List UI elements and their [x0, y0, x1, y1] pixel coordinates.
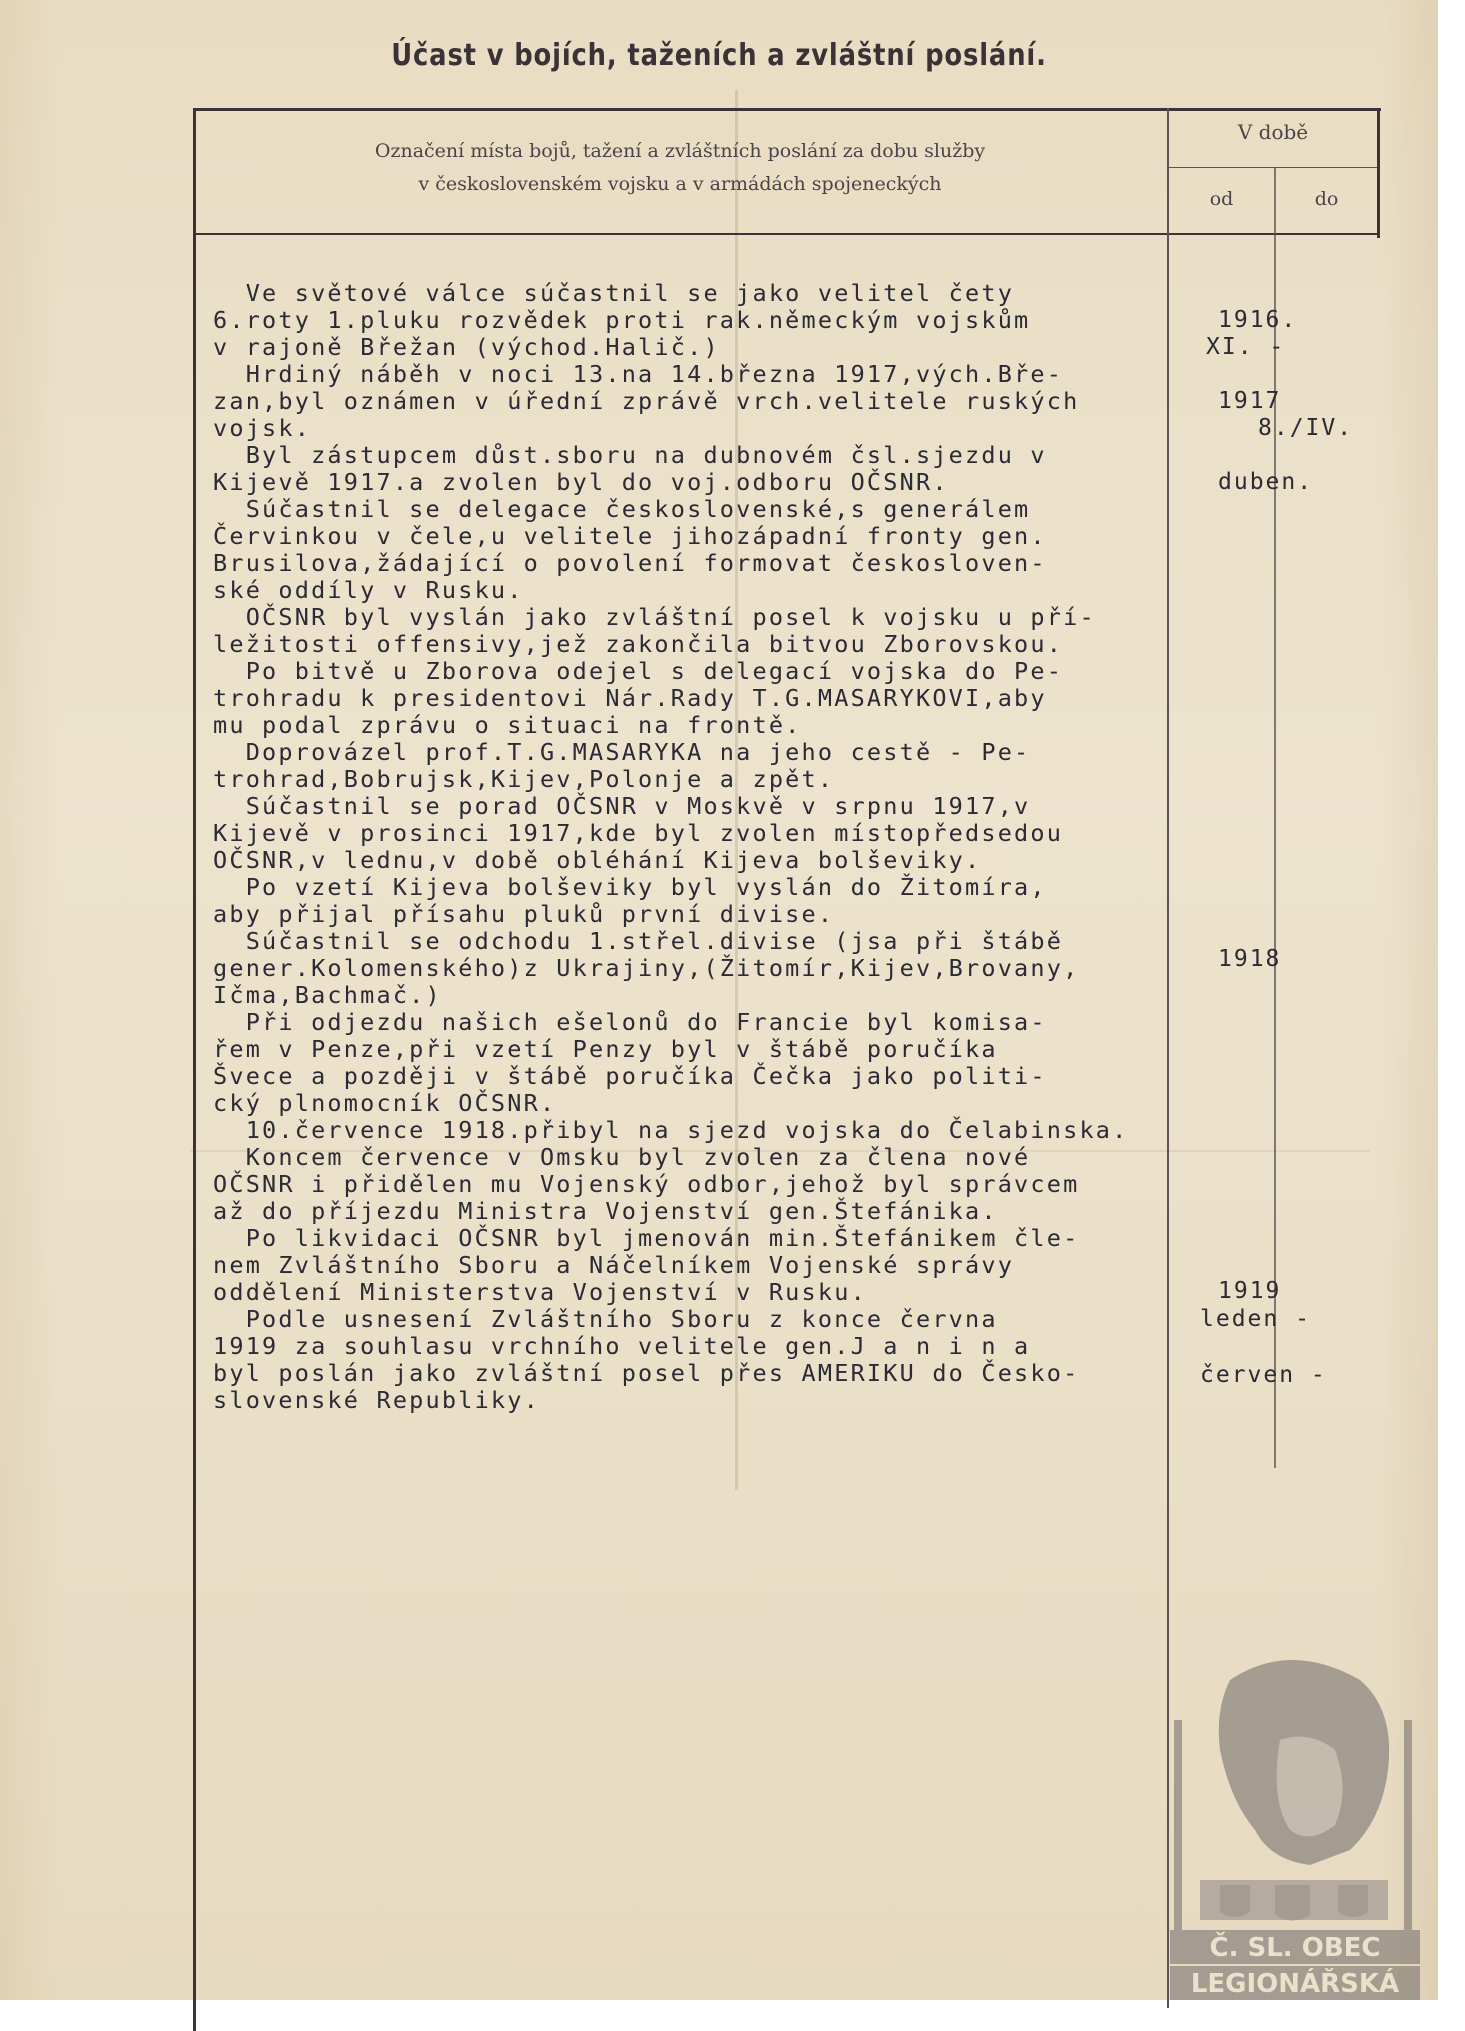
- entry-line: Súčastnil se porad OČSNR v Moskvě v srpnu 1917,v: [213, 792, 1031, 820]
- entry-line: Kijevě v prosinci 1917,kde byl zvolen místopředsedou: [213, 819, 1064, 847]
- date-leden: leden -: [1200, 1306, 1311, 1332]
- banner-pole-right: [1404, 1720, 1412, 1940]
- entry-line: ležitosti offensivy,jež zakončila bitvou Zborovskou.: [213, 630, 1064, 658]
- entry-line: OČSNR i přidělen mu Vojenský odbor,jehož byl správcem: [213, 1170, 1080, 1198]
- entry-line: Po vzetí Kijeva bolševiky byl vyslán do Žitomíra,: [213, 873, 1047, 901]
- entry-line: Kijevě 1917.a zvolen byl do voj.odboru OČSNR.: [213, 468, 949, 496]
- entry-line: OČSNR,v lednu,v době obléhání Kijeva bolševiky.: [213, 846, 982, 874]
- column-header-description-line1: Označení místa bojů, tažení a zvláštních poslání za dobu služby: [374, 140, 986, 162]
- banner-pole-left: [1174, 1720, 1182, 1940]
- period-header-rule: [1169, 167, 1377, 168]
- entry-line: byl poslán jako zvláštní posel přes AMERIKU do Česko-: [213, 1359, 1080, 1387]
- entry-line: Súčastnil se odchodu 1.střel.divise (jsa při štábě: [213, 927, 1064, 955]
- logo-text-bottom: LEGIONÁŘSKÁ: [1190, 1969, 1400, 1999]
- entry-line: gener.Kolomenského)z Ukrajiny,(Žitomír,Kijev,Brovany,: [213, 954, 1080, 982]
- table-right-border: [1377, 108, 1380, 238]
- entry-line: Při odjezdu našich ešelonů do Francie byl komisa-: [213, 1008, 1047, 1036]
- entry-line: Koncem července v Omsku byl zvolen za člena nové: [213, 1143, 1031, 1171]
- entry-line: 10.července 1918.přibyl na sjezd vojska do Čelabinska.: [213, 1116, 1129, 1144]
- typewritten-entries: [213, 280, 1129, 1414]
- entry-line: řem v Penze,při vzetí Penzy byl v štábě poručíka: [213, 1035, 998, 1063]
- column-header-from: od: [1209, 188, 1234, 210]
- date-1916: 1916.: [1218, 307, 1298, 333]
- entry-line: v rajoně Břežan (východ.Halič.): [213, 333, 720, 361]
- face-shape: [1277, 1737, 1343, 1837]
- entry-line: slovenské Republiky.: [213, 1386, 540, 1414]
- entry-line: zan,byl oznámen v úřední zprávě vrch.velitele ruských: [213, 387, 1080, 415]
- logo-text-top: Č. SL. OBEC: [1209, 1933, 1381, 1963]
- column-header-description-line2: v československém vojsku a v armádách spojeneckých: [418, 173, 942, 195]
- entry-line: mu podal zprávu o situaci na frontě.: [213, 711, 802, 739]
- entry-line: Súčastnil se delegace československé,s generálem: [213, 495, 1031, 523]
- entry-line: OČSNR byl vyslán jako zvláštní posel k vojsku u pří-: [213, 603, 1096, 631]
- entry-line: Podle usnesení Zvláštního Sboru z konce června: [213, 1305, 998, 1333]
- date-1919: 1919: [1218, 1278, 1282, 1304]
- entry-line: 1919 za souhlasu vrchního velitele gen.J a n i n a: [213, 1332, 1031, 1360]
- column-separator-od-do: [1274, 168, 1276, 1468]
- entry-line: Ičma,Bachmač.): [213, 981, 442, 1009]
- legion-watermark-logo: [1160, 1650, 1428, 2000]
- table-header-rule: [193, 233, 1380, 235]
- entry-line: trohradu k presidentovi Nár.Rady T.G.MASARYKOVI,aby: [213, 684, 1047, 712]
- entry-line: trohrad,Bobrujsk,Kijev,Polonje a zpět.: [213, 765, 835, 793]
- entry-line: Červinkou v čele,u velitele jihozápadní fronty gen.: [213, 522, 1047, 550]
- entry-line: nem Zvláštního Sboru a Náčelníkem Vojenské správy: [213, 1251, 1015, 1279]
- page-heading: Účast v bojích, taženích a zvláštní poslání.: [391, 38, 1047, 73]
- shield-right-icon: [1338, 1885, 1368, 1917]
- entry-line: Švece a později v štábě poručíka Čečka jako politi-: [213, 1062, 1047, 1090]
- shield-center-icon: [1275, 1885, 1310, 1921]
- entry-line: cký plnomocník OČSNR.: [213, 1089, 557, 1117]
- date-1917: 1917: [1218, 388, 1282, 414]
- date-1918: 1918: [1218, 946, 1282, 972]
- column-header-to: do: [1314, 188, 1339, 210]
- entry-line: Hrdiný náběh v noci 13.na 14.března 1917,vých.Bře-: [213, 360, 1064, 388]
- entry-line: Po likvidaci OČSNR byl jmenován min.Štefánikem čle-: [213, 1224, 1080, 1252]
- column-header-period: V době: [1237, 120, 1309, 144]
- entry-line: Po bitvě u Zborova odejel s delegací vojska do Pe-: [213, 657, 1064, 685]
- entry-line: ské oddíly v Rusku.: [213, 576, 524, 604]
- entry-line: Byl zástupcem důst.sboru na dubnovém čsl.sjezdu v: [213, 441, 1047, 469]
- entry-line: až do příjezdu Ministra Vojenství gen.Štefánika.: [213, 1197, 998, 1225]
- entry-line: oddělení Ministerstva Vojenství v Rusku.: [213, 1278, 867, 1306]
- entry-line: Brusilova,žádající o povolení formovat českosloven-: [213, 549, 1047, 577]
- entry-line: Ve světové válce súčastnil se jako velitel čety: [213, 279, 1015, 307]
- entry-line: vojsk.: [213, 414, 312, 442]
- date-xi: XI. -: [1206, 334, 1286, 360]
- shield-left-icon: [1220, 1885, 1250, 1917]
- date-cerven: červen -: [1200, 1362, 1327, 1388]
- entry-line: aby přijal přísahu pluků první divise.: [213, 900, 835, 928]
- date-8-iv: 8./IV.: [1258, 415, 1354, 441]
- entry-line: Doprovázel prof.T.G.MASARYKA na jeho cestě - Pe-: [213, 738, 1031, 766]
- entry-line: 6.roty 1.pluku rozvědek proti rak.německým vojskům: [213, 306, 1031, 334]
- date-duben: duben.: [1218, 469, 1314, 495]
